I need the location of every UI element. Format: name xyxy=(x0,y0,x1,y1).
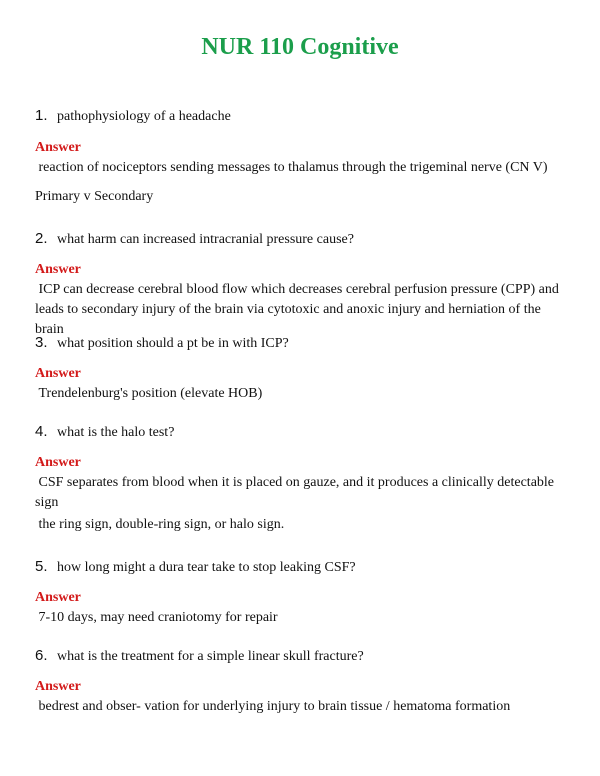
question-3 xyxy=(35,333,565,354)
question-4 xyxy=(35,422,565,443)
answer-text: CSF separates from blood when it is placed on gauze, and it produces a clinically detectable sign xyxy=(35,475,558,510)
answer-4 xyxy=(35,453,565,513)
answer-text: ICP can decrease cerebral blood flow which decreases cerebral perfusion pressure (CPP) and leads to secondary injury of the brain via cytotoxic and anoxic injury and herniation of the brain xyxy=(35,282,563,337)
question-number: 6. xyxy=(35,647,48,664)
question-number: 2. xyxy=(35,230,48,247)
answer-2 xyxy=(35,260,565,340)
answer-5 xyxy=(35,588,565,628)
answer-text: reaction of nociceptors sending messages to thalamus through the trigeminal nerve (CN V) xyxy=(35,160,548,175)
answer-text: 7-10 days, may need craniotomy for repair xyxy=(35,610,278,625)
answer-label: Answer xyxy=(35,366,81,381)
answer-label: Answer xyxy=(35,262,81,277)
answer-label: Answer xyxy=(35,455,81,470)
question-number: 5. xyxy=(35,558,48,575)
answer-label: Answer xyxy=(35,679,81,694)
question-text: how long might a dura tear take to stop leaking CSF? xyxy=(57,560,356,575)
answer-1 xyxy=(35,138,565,178)
question-number: 4. xyxy=(35,423,48,440)
answer-3 xyxy=(35,364,565,404)
question-6 xyxy=(35,646,565,667)
answer-label: Answer xyxy=(35,140,81,155)
question-text: what harm can increased intracranial pressure cause? xyxy=(57,232,354,247)
question-text: what position should a pt be in with ICP? xyxy=(57,336,289,351)
answer-text: Trendelenburg's position (elevate HOB) xyxy=(35,386,263,401)
question-number: 1. xyxy=(35,107,48,124)
question-2 xyxy=(35,229,565,250)
question-5 xyxy=(35,557,565,578)
question-text: pathophysiology of a headache xyxy=(57,109,231,124)
question-text: what is the halo test? xyxy=(57,425,175,440)
answer-text-extra: the ring sign, double-ring sign, or halo sign. xyxy=(35,517,285,532)
answer-text: bedrest and obser- vation for underlying injury to brain tissue / hematoma formation xyxy=(35,699,511,714)
question-number: 3. xyxy=(35,334,48,351)
answer-label: Answer xyxy=(35,590,81,605)
answer-4-extra xyxy=(35,515,565,535)
answer-6 xyxy=(35,677,565,717)
note xyxy=(35,187,565,207)
question-1 xyxy=(35,106,565,127)
page-title: NUR 110 Cognitive xyxy=(201,34,399,60)
note-text: Primary v Secondary xyxy=(35,189,154,204)
question-text: what is the treatment for a simple linear skull fracture? xyxy=(57,649,364,664)
